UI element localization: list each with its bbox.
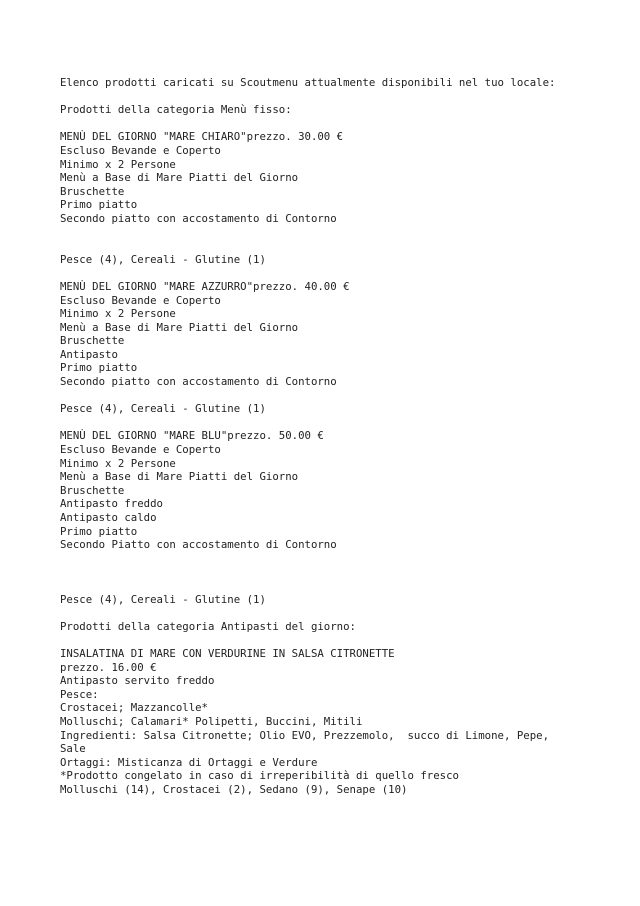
text-line <box>60 226 612 240</box>
text-line: Antipasto freddo <box>60 497 163 511</box>
text-line: Bruschette <box>60 184 125 198</box>
text-line: Antipasto servito freddo <box>60 674 215 688</box>
text-line: Ingredienti: Salsa Citronette; Olio EVO, Prezzemolo, succo di Limone, Pepe, <box>60 728 550 742</box>
text-line: Pesce (4), Cereali - Glutine (1) <box>60 252 266 266</box>
text-line <box>60 416 612 430</box>
text-line <box>60 117 612 131</box>
text-line: *Prodotto congelato in caso di irreperibilità di quello fresco <box>60 769 459 783</box>
text-line <box>60 633 612 647</box>
text-line: Crostacei; Mazzancolle* <box>60 701 208 715</box>
text-line: MENÙ DEL GIORNO "MARE CHIARO"prezzo. 30.00 € <box>60 130 344 144</box>
text-line: Primo piatto <box>60 198 138 212</box>
text-line: Primo piatto <box>60 361 138 375</box>
text-line: Escluso Bevande e Coperto <box>60 443 221 457</box>
text-line: Minimo x 2 Persone <box>60 307 176 321</box>
text-line <box>60 579 612 593</box>
text-line: Menù a Base di Mare Piatti del Giorno <box>60 171 299 185</box>
text-line: Secondo piatto con accostamento di Contorno <box>60 375 337 389</box>
text-line: MENÙ DEL GIORNO "MARE BLU"prezzo. 50.00 € <box>60 429 324 443</box>
text-line: MENÙ DEL GIORNO "MARE AZZURRO"prezzo. 40.00 € <box>60 279 350 293</box>
text-line: Antipasto <box>60 347 118 361</box>
text-line: INSALATINA DI MARE CON VERDURINE IN SALSA CITRONETTE <box>60 646 395 660</box>
text-line: Antipasto caldo <box>60 511 157 524</box>
text-line: Molluschi; Calamari* Polipetti, Buccini, Mitili <box>60 714 363 728</box>
text-line <box>60 565 612 579</box>
text-line <box>60 90 612 104</box>
text-line: Sale <box>60 742 86 756</box>
text-line: Ortaggi: Misticanza di Ortaggi e Verdure <box>60 755 318 769</box>
text-line: Bruschette <box>60 483 125 497</box>
text-line <box>60 239 612 253</box>
text-line: Secondo Piatto con accostamento di Contorno <box>60 538 337 552</box>
document-lines <box>60 76 612 796</box>
text-line: Minimo x 2 Persone <box>60 456 176 470</box>
text-line: Pesce: <box>60 687 99 701</box>
text-line: Menù a Base di Mare Piatti del Giorno <box>60 320 299 334</box>
text-line: Molluschi (14), Crostacei (2), Sedano (9), Senape (10) <box>60 782 408 796</box>
text-line <box>60 266 612 280</box>
text-line: Minimo x 2 Persone <box>60 157 176 171</box>
text-line: Prodotti della categoria Antipasti del giorno: <box>60 619 356 633</box>
text-line <box>60 389 612 403</box>
text-line: Pesce (4), Cereali - Glutine (1) <box>60 592 266 606</box>
text-line: Pesce (4), Cereali - Glutine (1) <box>60 402 266 416</box>
text-line <box>60 552 612 566</box>
text-line: Elenco prodotti caricati su Scoutmenu attualmente disponibili nel tuo locale: <box>60 76 556 89</box>
text-line: Bruschette <box>60 334 125 348</box>
text-line: Prodotti della categoria Menù fisso: <box>60 103 292 117</box>
text-line: prezzo. 16.00 € <box>60 660 157 674</box>
text-line: Primo piatto <box>60 524 138 538</box>
text-line <box>60 606 612 620</box>
text-line: Escluso Bevande e Coperto <box>60 143 221 157</box>
text-line: Menù a Base di Mare Piatti del Giorno <box>60 470 299 484</box>
text-line: Secondo piatto con accostamento di Contorno <box>60 211 337 225</box>
text-line: Escluso Bevande e Coperto <box>60 293 221 307</box>
